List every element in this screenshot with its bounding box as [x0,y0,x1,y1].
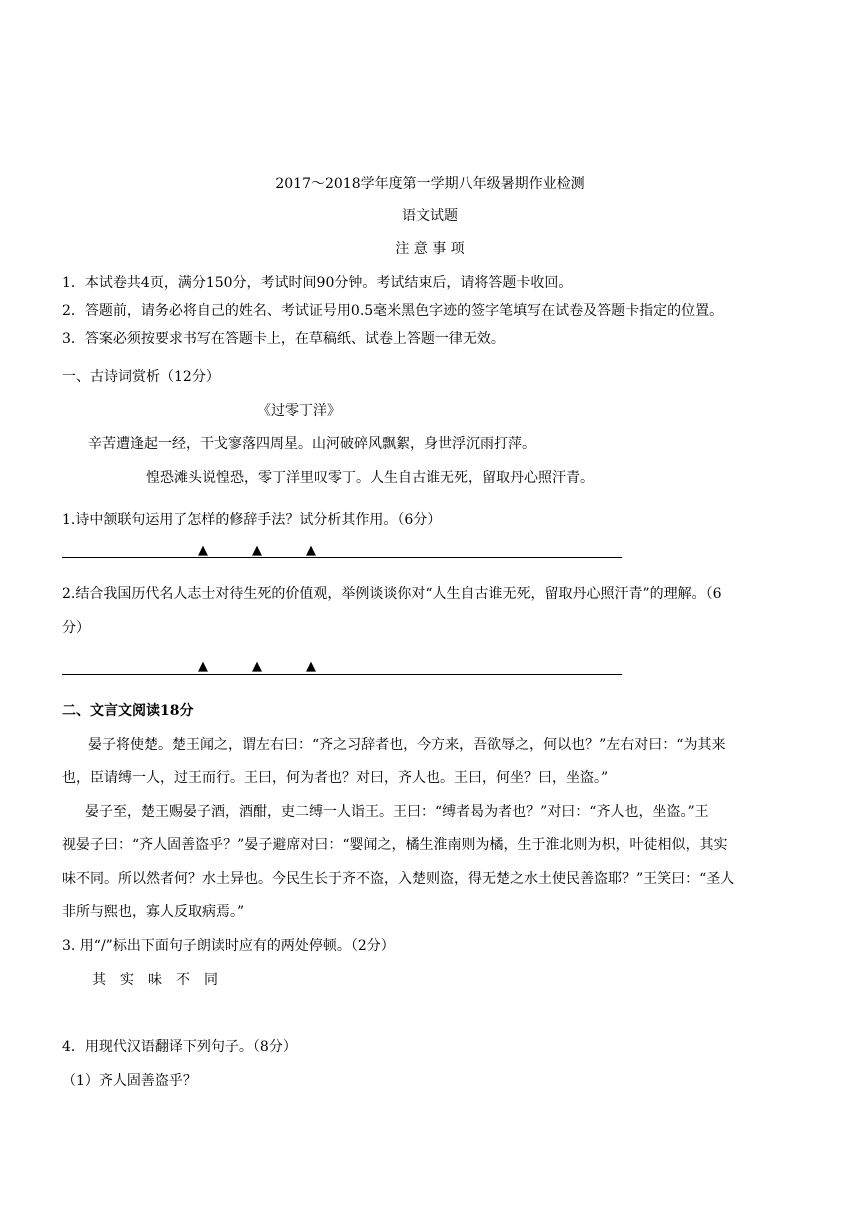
question-2-line-1: 2.结合我国历代名人志士对待生死的价值观，举例谈谈你对“人生自古谁无死，留取丹心照汗青”的理解。（6 [62,586,722,602]
passage-line: 晏子将使楚。楚王闻之，谓左右曰：“齐之习辞者也，今方来，吾欲辱之，何以也？”左右对曰：“为其来 [88,737,726,753]
question-3-sentence: 其 实 味 不 同 [92,972,218,988]
question-1: 1.诗中颔联句运用了怎样的修辞手法？试分析其作用。（6分） [62,512,442,528]
passage-line: 味不同。所以然者何？水土异也。今民生长于齐不盗，入楚则盗，得无楚之水土使民善盗耶？”王笑曰：“圣人 [62,871,735,887]
poem-line-2: 惶恐滩头说惶恐，零丁洋里叹零丁。人生自古谁无死，留取丹心照汗青。 [146,470,594,486]
passage-line: 晏子至，楚王赐晏子酒，酒酣，吏二缚一人诣王。王曰：“缚者曷为者也？”对曰：“齐人也，坐盗。”王 [85,804,709,820]
answer-mark: ▲ [306,543,316,558]
answer-mark: ▲ [198,543,208,558]
question-2-line-2: 分） [62,620,90,636]
answer-mark: ▲ [306,659,316,674]
poem-title: 《过零丁洋》 [257,403,341,419]
exam-subtitle: 语文试题 [402,208,458,224]
question-3: 3. 用“/”标出下面句子朗读时应有的两处停顿。（2分） [62,938,395,954]
passage-line: 也，臣请缚一人，过王而行。王曰，何为者也？对曰，齐人也。王曰，何坐？曰，坐盗。” [62,770,609,786]
section2-heading: 二、文言文阅读18分 [62,703,194,719]
notice-item-2: 2．答题前，请务必将自己的姓名、考试证号用0.5毫米黑色字迹的签字笔填写在试卷及答题卡指定的位置。 [62,303,724,319]
exam-title: 2017～2018学年度第一学期八年级暑期作业检测 [275,176,585,192]
question-4-item-1: （1）齐人固善盗乎？ [62,1073,197,1089]
answer-mark: ▲ [198,659,208,674]
answer-line-q1 [62,557,622,558]
passage-line: 视晏子曰：“齐人固善盗乎？”晏子避席对曰：“婴闻之，橘生淮南则为橘，生于淮北则为枳，叶徒相似，其实 [62,837,728,853]
answer-mark: ▲ [252,543,262,558]
poem-line-1: 辛苦遭逢起一经，干戈寥落四周星。山河破碎风飘絮，身世浮沉雨打萍。 [88,436,536,452]
notice-item-3: 3．答案必须按要求书写在答题卡上，在草稿纸、试卷上答题一律无效。 [62,331,505,347]
answer-mark: ▲ [252,659,262,674]
question-4: 4．用现代汉语翻译下列句子。（8分） [62,1039,297,1055]
notice-title: 注 意 事 项 [395,241,465,257]
section1-heading: 一、古诗词赏析（12分） [62,369,220,385]
notice-item-1: 1．本试卷共4页，满分150分，考试时间90分钟。考试结束后，请将答题卡收回。 [62,275,573,291]
passage-line: 非所与熙也，寡人反取病焉。” [62,904,245,920]
answer-line-q2 [62,674,622,675]
